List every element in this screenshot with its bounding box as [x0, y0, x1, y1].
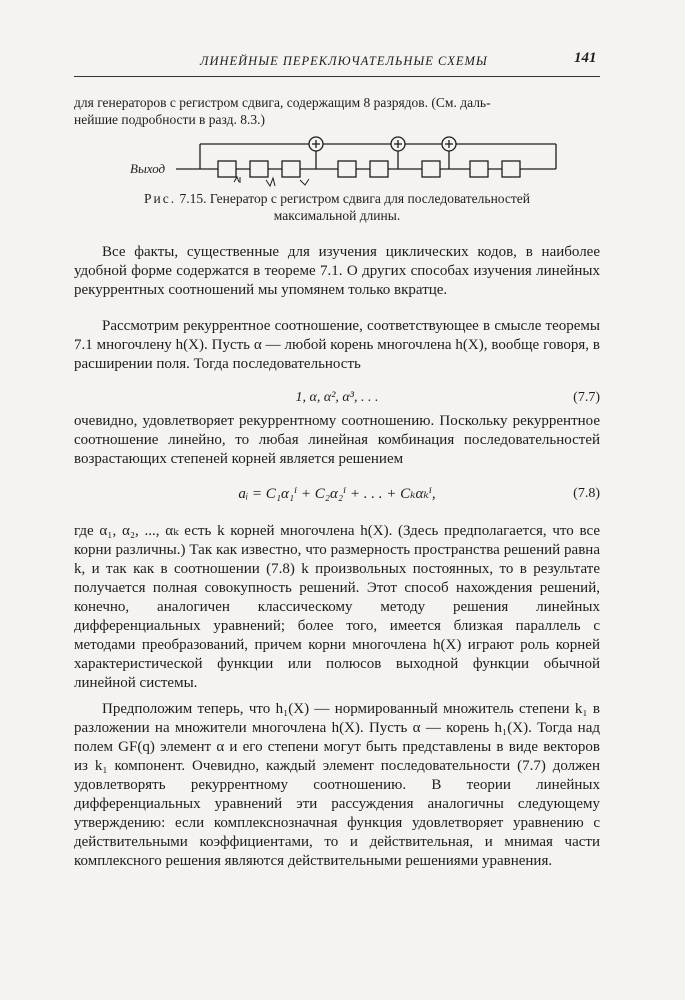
intro-line: для генераторов с регистром сдвига, содержащим 8 разрядов. (См. даль-: [74, 95, 491, 110]
equation-7-8: [74, 484, 600, 506]
shift-register-diagram: [130, 132, 560, 192]
equation-body: 1, α, α², α³, . . .: [295, 390, 379, 405]
caption-number: 7.15.: [179, 191, 207, 206]
equation-7-7: [74, 390, 600, 412]
shift-register-figure: [130, 132, 560, 192]
paragraph: очевидно, удовлетворяет рекуррентному соотношению. Поскольку рекуррентное соотношение линейно, то любая линейная комбинация последовательностей возрастающих степеней корней является решением: [74, 413, 600, 467]
caption-label: Рис.: [144, 191, 177, 206]
paragraph: Предположим теперь, что h₁(X) — нормированный множитель степени k₁ в разложении на множители многочлена h(X). Пусть α — корень h₁(X). Тогда над полем GF(q) элемент α и его степени могут быть представлены в виде векторов из k₁ компонент. Очевидно, каждый элемент последовательности (7.7) должен удовлетворять рекуррентному соотношению. В теории линейных дифференциальных уравнений эти рассуждения аналогичны следующему утверждению: если комплекснозначная функция удовлетворяет уравнению с действительными коэффициентами, то и действительная, и мнимая части комплексного решения являются действительными решениями уравнения.: [74, 701, 600, 869]
caption-line: Генератор с регистром сдвига для последовательностей: [209, 191, 530, 206]
paragraph: Все факты, существенные для изучения циклических кодов, в наиболее удобной форме содержатся в теореме 7.1. О других способах изучения линейных рекуррентных соотношений мы упомянем только вкратце.: [74, 244, 600, 298]
intro-line: нейшие подробности в разд. 8.3.): [74, 112, 265, 127]
output-label: Выход: [130, 161, 166, 176]
paragraph: Рассмотрим рекуррентное соотношение, соответствующее в смысле теоремы 7.1 многочлену h(X). Пусть α — любой корень многочлена h(X), вообще говоря, в расширении поля. Тогда последовательность: [74, 318, 600, 372]
caption-line: максимальной длины.: [273, 208, 401, 223]
page-number: 141: [574, 50, 597, 66]
figure-caption: [74, 190, 600, 224]
equation-number: (7.7): [573, 390, 600, 405]
running-header-title: ЛИНЕЙНЫЕ ПЕРЕКЛЮЧАТЕЛЬНЫЕ СХЕМЫ: [200, 54, 488, 68]
paragraph: где α₁, α₂, ..., αₖ есть k корней многочлена h(X). (Здесь предполагается, что все корни различны.) Так как известно, что размерность пространства решений равна k, и так как в соотношении (7.8) k произвольных постоянных, то в результате получается полная совокупность решений. Этот способ нахождения решений, конечно, аналогичен классическому методу решения линейных дифференциальных уравнений; более того, имеется близкая параллель с методами преобразований, причем корни многочлена h(X) играют роль корней характеристической функции или полюсов выходной функции обычной линейной системы.: [74, 523, 600, 691]
equation-body: aᵢ = C₁α₁ⁱ + C₂α₂ⁱ + . . . + Cₖαₖⁱ,: [238, 486, 436, 502]
header-rule: [74, 76, 600, 77]
handwritten-marks: [234, 177, 309, 186]
intro-text: [74, 94, 600, 128]
equation-number: (7.8): [573, 486, 600, 501]
